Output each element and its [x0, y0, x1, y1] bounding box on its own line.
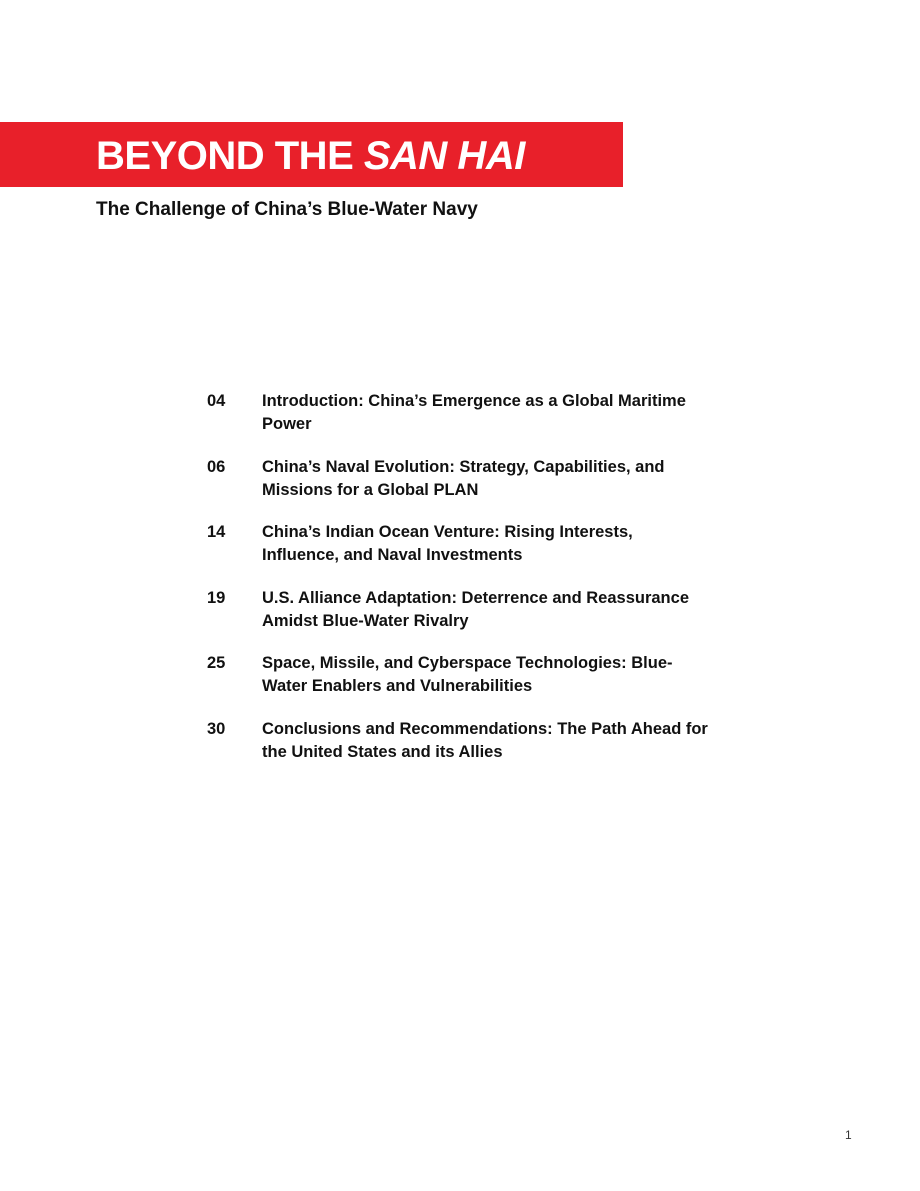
toc-entry-title: China’s Naval Evolution: Strategy, Capabilities, and Missions for a Global PLAN: [262, 457, 665, 499]
toc-page-number: 30: [207, 719, 226, 738]
toc-entry-title: Conclusions and Recommendations: The Path Ahead for the United States and its Allies: [262, 719, 708, 761]
table-of-contents: [207, 390, 727, 783]
page-number: 1: [845, 1128, 852, 1142]
toc-page-number: 04: [207, 392, 226, 410]
toc-entry-title: Space, Missile, and Cyberspace Technologies: Blue-Water Enablers and Vulnerabilities: [262, 654, 673, 695]
toc-entry-title: Introduction: China’s Emergence as a Global Maritime Power: [262, 392, 686, 433]
toc-entry-alliance-adaptation[interactable]: [207, 587, 727, 633]
toc-entry-title: China’s Indian Ocean Venture: Rising Interests, Influence, and Naval Investments: [262, 523, 633, 564]
title-main: BEYOND THE: [96, 134, 364, 178]
toc-entry-title: U.S. Alliance Adaptation: Deterrence and Reassurance Amidst Blue-Water Rivalry: [262, 588, 689, 630]
toc-page-number: 19: [207, 588, 226, 607]
toc-entry-introduction[interactable]: [207, 390, 727, 436]
toc-entry-technologies[interactable]: [207, 652, 727, 698]
title-banner: [0, 122, 623, 187]
report-subtitle: The Challenge of China’s Blue-Water Navy: [96, 199, 478, 220]
toc-page-number: 06: [207, 457, 226, 476]
toc-entry-conclusions[interactable]: [207, 718, 727, 764]
toc-page-number: 14: [207, 523, 226, 541]
title-italic: SAN HAI: [363, 134, 525, 178]
toc-entry-indian-ocean[interactable]: [207, 521, 727, 567]
report-title: [96, 122, 525, 187]
toc-page-number: 25: [207, 654, 226, 672]
toc-entry-naval-evolution[interactable]: [207, 456, 727, 502]
